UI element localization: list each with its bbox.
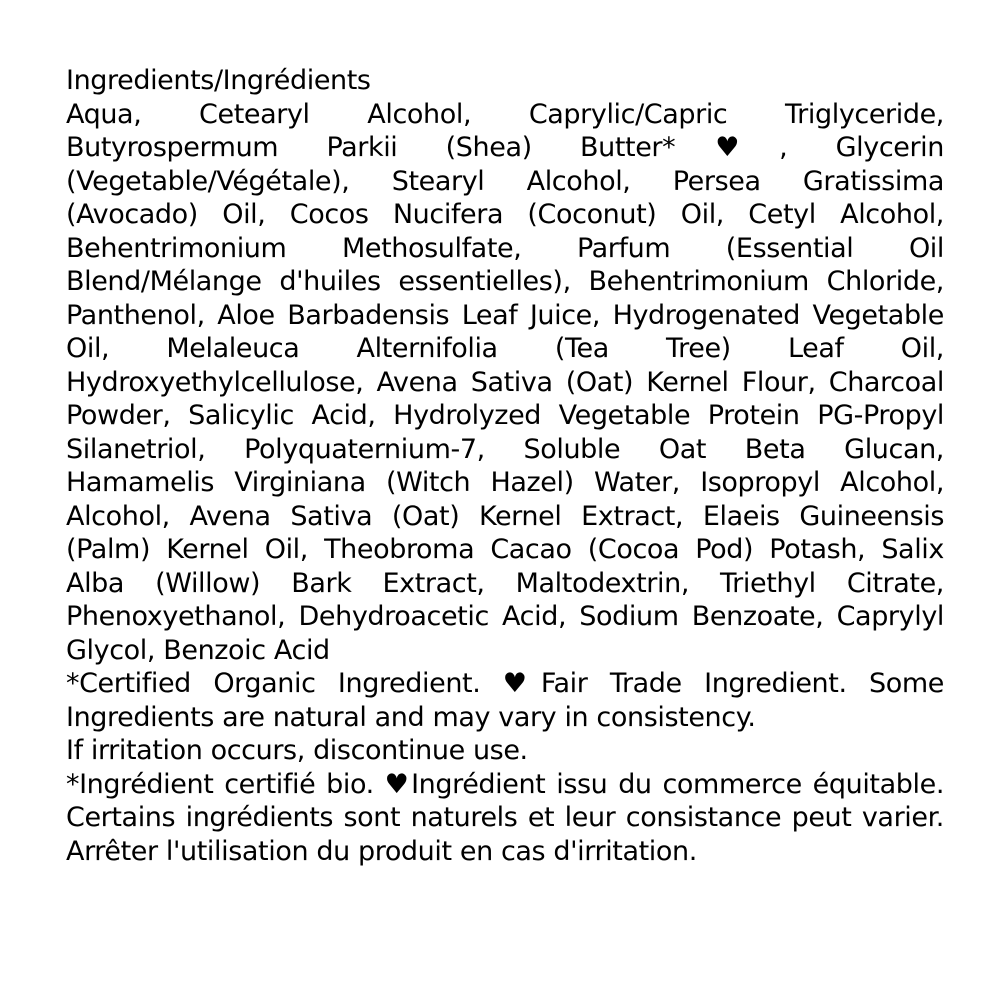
english-note: *Certified Organic Ingredient. ♥Fair Trade Ingredient. Some Ingredients are natural and may vary in consistency. bbox=[66, 668, 944, 733]
english-warning: If irritation occurs, discontinue use. bbox=[66, 735, 528, 766]
french-note: *Ingrédient certifié bio. ♥Ingrédient issu du commerce équitable. Certains ingrédients sont naturels et leur consistance peut varier. Arrêter l'utilisation du produit en cas d'irritation. bbox=[66, 768, 944, 867]
ingredients-label bbox=[66, 64, 944, 868]
ingredient-list: Aqua, Cetearyl Alcohol, Caprylic/Capric Triglyceride, Butyrospermum Parkii (Shea) Butter*♥, Glycerin (Vegetable/Végétale), Stearyl Alcohol, Persea Gratissima (Avocado) Oil, Cocos Nucifera (Coconut) Oil, Cetyl Alcohol, Behentrimonium Methosulfate, Parfum (Essential Oil Blend/Mélange d'huiles essentielles), Behentrimonium Chloride, Panthenol, Aloe Barbadensis Leaf Juice, Hydrogenated Vegetable Oil, Melaleuca Alternifolia (Tea Tree) Leaf Oil, Hydroxyethylcellulose, Avena Sativa (Oat) Kernel Flour, Charcoal Powder, Salicylic Acid, Hydrolyzed Vegetable Protein PG-Propyl Silanetriol, Polyquaternium-7, Soluble Oat Beta Glucan, Hamamelis Virginiana (Witch Hazel) Water, Isopropyl Alcohol, Alcohol, Avena Sativa (Oat) Kernel Extract, Elaeis Guineensis (Palm) Kernel Oil, Theobroma Cacao (Cocoa Pod) Potash, Salix Alba (Willow) Bark Extract, Maltodextrin, Triethyl Citrate, Phenoxyethanol, Dehydroacetic Acid, Sodium Benzoate, Caprylyl Glycol, Benzoic Acid bbox=[66, 98, 944, 666]
ingredients-heading: Ingredients/Ingrédients bbox=[66, 65, 371, 96]
